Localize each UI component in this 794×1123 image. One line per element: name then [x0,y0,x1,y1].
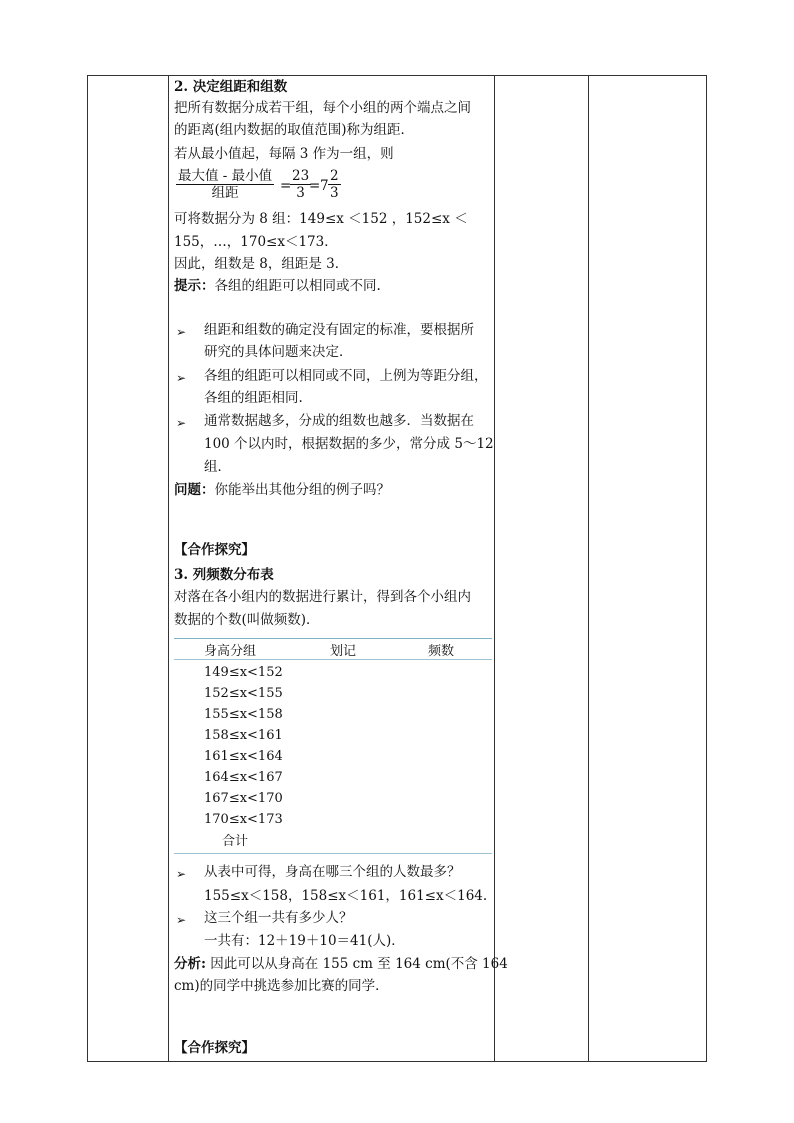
analysis-line [174,954,508,975]
table-row: 158≤x<161 [204,728,283,743]
table-row: 155≤x<158 [204,707,283,722]
table-header-tally: 划记 [330,644,357,659]
paragraph-line: 数据的个数(叫做频数)． [174,612,320,628]
analysis-text: 因此可以从身高在 155 cm 至 164 cm(不含 164 [205,956,508,972]
column-divider-1 [168,76,169,1061]
table-row: 161≤x<164 [204,749,283,764]
question-label: 问题： [174,482,215,498]
paragraph-line: 把所有数据分成若干组，每个小组的两个端点之间 [174,100,471,116]
hint-text: 各组的组距可以相同或不同. [214,278,381,294]
fraction-denominator: 组距 [211,185,239,201]
lesson-table [87,75,707,1062]
bullet-text-line: 各组的组距可以相同或不同，上例为等距分组， [204,368,488,384]
paragraph-line: 155，…，170≤x＜173． [174,234,338,250]
table-row: 170≤x<173 [204,812,283,827]
fraction-numerator: 2 [330,168,339,184]
table-top-border [174,638,492,639]
bullet-arrow-icon: ➢ [176,913,187,927]
coop-heading: 【合作探究】 [174,542,255,558]
fraction-denominator: 3 [296,185,305,201]
bullet-arrow-icon: ➢ [176,416,187,430]
paragraph-line: 若从最小值起，每隔 3 作为一组，则 [174,146,394,162]
paragraph-line: 因此，组数是 8，组距是 3． [174,256,349,272]
fraction-formula [174,168,374,204]
bullet-text-line: 通常数据越多，分成的组数也越多．当数据在 [204,413,474,429]
table-row: 149≤x<152 [204,665,283,680]
paragraph-line: 的距离(组内数据的取值范围)称为组距． [174,122,415,138]
table-row: 164≤x<167 [204,770,283,785]
section3-heading: 3. 列频数分布表 [174,567,274,583]
bullet-arrow-icon: ➢ [176,325,187,339]
fraction-numerator: 23 [292,168,310,184]
paragraph-line: 对落在各小组内的数据进行累计，得到各个小组内 [174,589,471,605]
analysis-label: 分析: [174,956,206,972]
bullet-text-line: 100 个以内时，根据数据的多少，常分成 5～12 [204,436,494,452]
bullet-text-line: 组距和组数的确定没有固定的标准，要根据所 [204,322,474,338]
bullet-text-line: 从表中可得，身高在哪三个组的人数最多？ [204,864,461,880]
fraction-denominator: 3 [330,185,339,201]
table-header-group: 身高分组 [204,644,257,659]
table-row: 152≤x<155 [204,686,283,701]
paragraph-line: cm)的同学中挑选参加比赛的同学． [174,978,389,994]
equals-sign: = [280,178,292,194]
equals-sign: = [309,178,321,194]
table-bottom-border [174,853,492,854]
bullet-arrow-icon: ➢ [176,867,187,881]
mixed-number-whole: 7 [320,178,329,194]
question-text: 你能举出其他分组的例子吗？ [214,482,390,498]
coop-heading: 【合作探究】 [174,1040,255,1056]
bullet-arrow-icon: ➢ [176,371,187,385]
table-row: 167≤x<170 [204,791,283,806]
question-line [174,480,390,501]
paragraph-line: 可将数据分为 8 组：149≤x ＜152 ，152≤x ＜ [174,211,468,227]
section2-heading: 2. 决定组距和组数 [174,79,288,95]
table-header-frequency: 频数 [428,644,455,659]
fraction-numerator: 最大值 - 最小值 [178,168,273,184]
bullet-text-line: 155≤x＜158，158≤x＜161，161≤x＜164. [204,888,488,904]
table-total-row: 合计 [222,834,249,849]
hint-line [174,276,381,297]
column-divider-2 [494,76,495,1061]
bullet-text-line: 各组的组距相同. [204,390,303,406]
bullet-text-line: 这三个组一共有多少人？ [204,910,353,926]
bullet-text-line: 一共有：12＋19＋10＝41(人)． [204,933,405,949]
column-divider-3 [588,76,589,1061]
bullet-text-line: 组． [204,459,231,475]
table-header-border [174,659,492,660]
bullet-text-line: 研究的具体问题来决定． [204,344,353,360]
hint-label: 提示： [174,278,215,294]
